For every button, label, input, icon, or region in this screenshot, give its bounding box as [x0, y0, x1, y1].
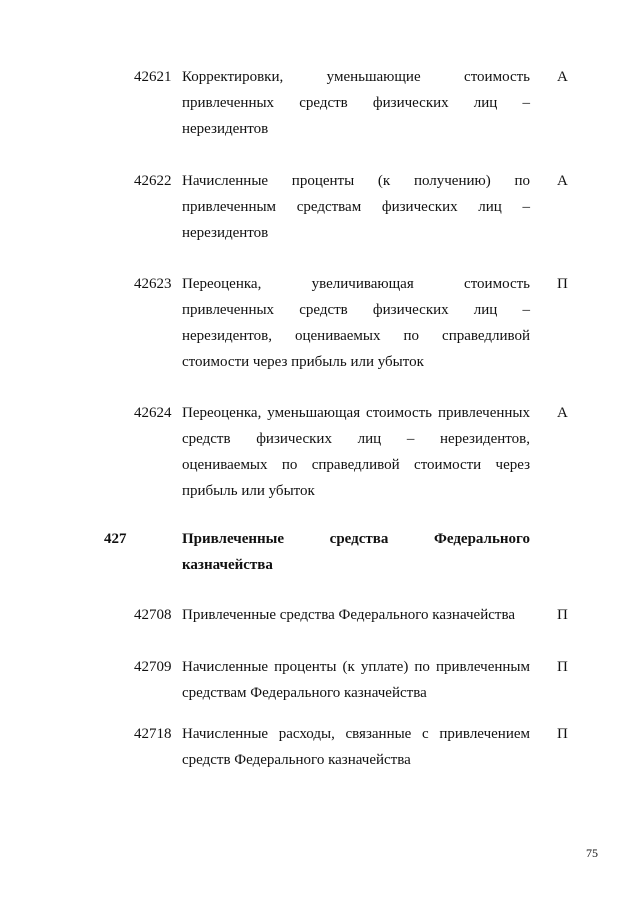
section-code: 427	[104, 531, 127, 547]
account-type-mark: А	[557, 405, 568, 421]
account-description: Начисленные проценты (к получению) по привлеченным средствам физических лиц – нерезидентов	[182, 173, 530, 241]
account-code: 42621	[134, 69, 172, 85]
account-type-mark: П	[557, 659, 568, 675]
account-type-mark: П	[557, 726, 568, 742]
account-type-mark: П	[557, 276, 568, 292]
account-code: 42624	[134, 405, 172, 421]
account-type-mark: П	[557, 607, 568, 623]
section-title: Привлеченные средства Федерального казначейства	[182, 531, 530, 573]
account-code: 42709	[134, 659, 172, 675]
account-description: Переоценка, уменьшающая стоимость привлеченных средств физических лиц – нерезидентов, оцениваемых по справедливой стоимости через прибыль или убыток	[182, 405, 530, 499]
account-code: 42622	[134, 173, 172, 189]
account-description: Начисленные расходы, связанные с привлечением средств Федерального казначейства	[182, 726, 530, 768]
account-description: Привлеченные средства Федерального казначейства	[182, 607, 515, 623]
account-description: Переоценка, увеличивающая стоимость привлеченных средств физических лиц – нерезидентов, оцениваемых по справедливой стоимости через прибыль или убыток	[182, 276, 530, 370]
account-code: 42708	[134, 607, 172, 623]
account-code: 42623	[134, 276, 172, 292]
account-code: 42718	[134, 726, 172, 742]
account-description: Корректировки, уменьшающие стоимость привлеченных средств физических лиц – нерезидентов	[182, 69, 530, 137]
page-number: 75	[586, 846, 598, 860]
account-type-mark: А	[557, 173, 568, 189]
account-type-mark: А	[557, 69, 568, 85]
account-description: Начисленные проценты (к уплате) по привлеченным средствам Федерального казначейства	[182, 659, 530, 701]
